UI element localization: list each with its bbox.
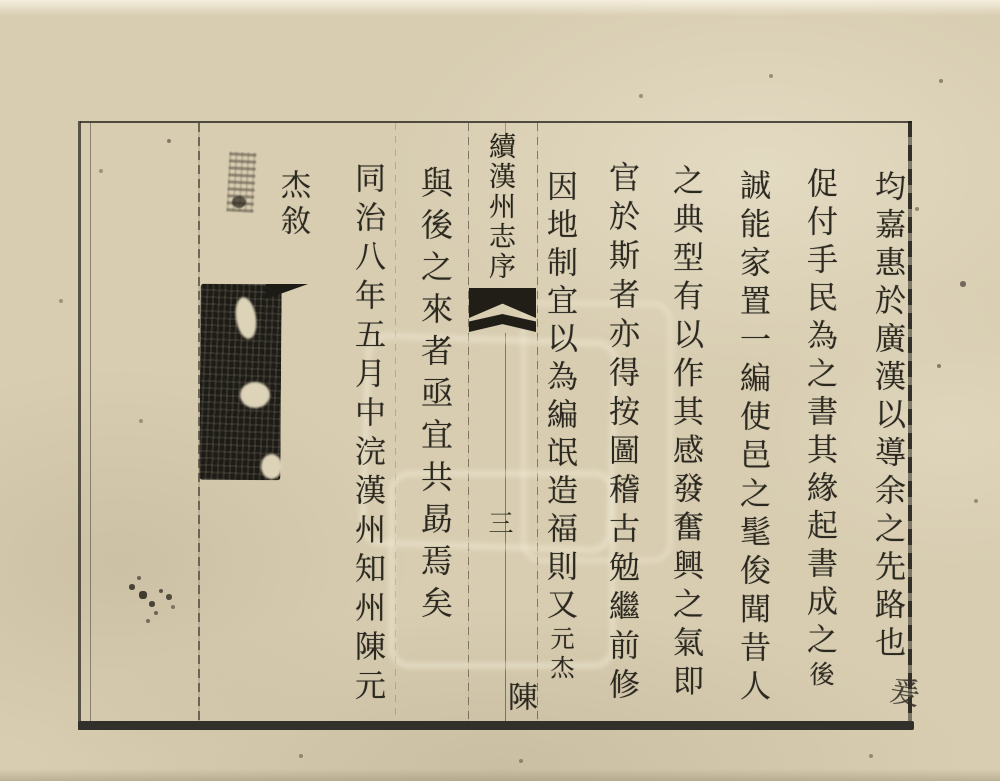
text-column-8-date-signature: 同治八年五月中浣漢州知州陳元	[350, 162, 385, 708]
text-column-6-signature: 元杰	[546, 626, 572, 684]
fold-character: 陳	[503, 681, 536, 711]
text-column-2-tail: 後	[806, 661, 833, 691]
text-column-7: 與後之來者亟宜共勗焉矣	[417, 166, 453, 628]
text-column-4: 之典型有以作其感發奮興之氣即	[668, 164, 703, 703]
ink-blot-gap	[240, 382, 270, 408]
frame-bottom-border	[78, 721, 914, 730]
text-column-1: 均嘉惠於廣漢以導余之先路也	[870, 170, 905, 664]
text-column-2-main: 促付手民為之書其緣起書成之	[802, 167, 837, 661]
frame-right-border	[908, 121, 912, 723]
frame-top-border	[80, 121, 912, 123]
text-column-6-main: 因地制宜以為編氓造福則又	[542, 170, 577, 626]
text-column-3: 誠能家置一編使邑之髦俊聞昔人	[735, 169, 770, 708]
seal-mark-blot	[232, 196, 246, 208]
fishtail-ornament-icon	[469, 288, 536, 318]
ink-blot-gap	[261, 454, 282, 479]
folio-number: 三	[488, 511, 514, 538]
running-title: 續漢州志序	[485, 132, 515, 282]
stray-character: 爰	[882, 673, 921, 709]
text-column-5: 官於斯者亦得按圖稽古勉繼前修	[604, 161, 639, 707]
frame-left-border	[78, 121, 81, 730]
text-column-2	[804, 167, 835, 691]
text-column-9-signature-end: 杰敘	[276, 169, 309, 241]
paper-speckles	[0, 0, 2, 2]
frame-left-inner-line	[90, 123, 91, 727]
ink-blot-wedge	[266, 284, 308, 299]
text-column-6	[544, 170, 575, 684]
